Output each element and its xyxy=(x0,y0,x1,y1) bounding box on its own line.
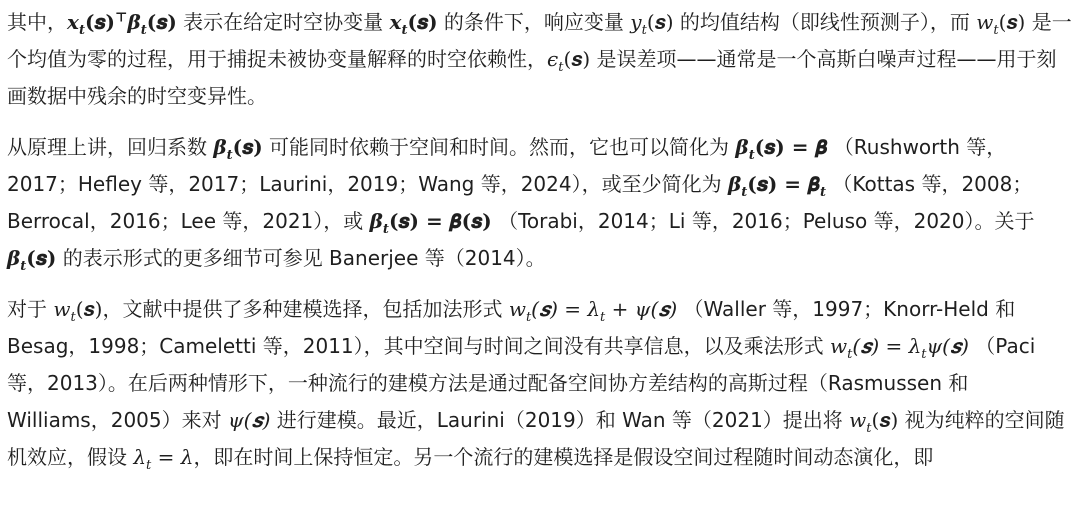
math-argument: (𝒔) xyxy=(646,10,674,34)
math-argument: (𝒔) xyxy=(563,47,591,71)
math-beta-space xyxy=(369,209,492,237)
math-argument: (𝒔) = λ xyxy=(531,297,601,321)
math-argument: (𝒔) xyxy=(146,10,177,34)
math-subscript: t xyxy=(820,185,827,200)
text-run: 是一个均值为零的过程，用于捕捉未被协变量解释的时空依赖性， xyxy=(7,10,1072,71)
math-symbol: w xyxy=(53,297,71,321)
math-beta-constant xyxy=(735,135,828,163)
math-process xyxy=(849,408,899,436)
math-multiplicative-form xyxy=(830,334,969,362)
math-symbol: 𝜷 xyxy=(7,246,21,270)
text-run: 进行建模。最近，Laurini（2019）和 Wan 等（2021）提出将 xyxy=(270,408,850,432)
text-run: （Paci 等，2013）。在后两种情形下，一种流行的建模方法是通过配备空间协方差结构的高斯过程（Rasmussen 和 Williams，2005）来对 xyxy=(7,334,1036,432)
math-argument: (𝒔) = λ xyxy=(852,334,922,358)
math-symbol: y xyxy=(630,10,642,34)
math-subscript: t xyxy=(993,23,999,38)
text-run: 是误差项——通常是一个高斯白噪声过程——用于刻画数据中残余的时空变异性。 xyxy=(7,47,1057,108)
text-run: 视为纯粹的空间随机效应，假设 xyxy=(7,408,1065,469)
math-lambda-constant xyxy=(133,445,194,473)
text-run: 的均值结构（即线性预测子），而 xyxy=(673,10,977,34)
math-subscript: t xyxy=(641,23,647,38)
math-symbol: w xyxy=(976,10,994,34)
math-subscript: t xyxy=(748,148,755,163)
math-symbol: w xyxy=(508,297,526,321)
math-superscript: ⊤ xyxy=(115,10,128,26)
math-symbol: ϵ xyxy=(547,47,559,71)
text-run: 的表示形式的更多细节可参见 Banerjee 等（2014）。 xyxy=(56,246,546,270)
text-run: （Kottas 等，2008；Berrocal，2016；Lee 等，2021），或 xyxy=(7,172,1033,233)
text-run: ，文献中提供了多种建模选择，包括加法形式 xyxy=(102,297,509,321)
paragraph-regression-coefficients xyxy=(7,129,1076,277)
math-symbol: λ xyxy=(133,445,147,469)
math-additive-form xyxy=(508,297,678,325)
math-error xyxy=(547,47,591,75)
math-argument: (𝒔) xyxy=(26,246,57,270)
math-response xyxy=(630,10,674,38)
text-run: 的条件下，响应变量 xyxy=(437,10,631,34)
math-argument: (𝒔) xyxy=(232,135,263,159)
math-symbol: 𝜷 xyxy=(727,172,742,196)
math-symbol: 𝜷 xyxy=(213,135,227,159)
math-beta xyxy=(213,135,263,163)
math-process xyxy=(976,10,1026,38)
math-subscript: t xyxy=(382,222,389,237)
math-beta-time xyxy=(727,172,827,200)
math-subscript: t xyxy=(847,347,853,362)
paragraph-spatiotemporal-process xyxy=(7,291,1076,476)
math-argument: (𝒔) xyxy=(998,10,1026,34)
math-argument: (𝒔) xyxy=(407,10,438,34)
math-subscript: t xyxy=(866,421,872,436)
text-run: 其中， xyxy=(7,10,67,34)
text-run: （Waller 等，1997；Knorr-Held 和 Besag，1998；Cameletti 等，2011），其中空间与时间之间没有共享信息，以及乘法形式 xyxy=(7,297,1016,358)
math-covariate xyxy=(67,10,177,38)
math-subscript: t xyxy=(525,310,532,325)
math-argument: + ψ(𝒔) xyxy=(605,297,678,321)
math-subscript: t xyxy=(226,148,233,163)
math-argument: (𝒔) = 𝜷(𝒔) xyxy=(388,209,492,233)
math-subscript: t xyxy=(146,458,152,473)
math-covariate xyxy=(389,10,438,38)
text-run: ，即在时间上保持恒定。另一个流行的建模选择是假设空间过程随时间动态演化，即 xyxy=(193,445,934,469)
math-symbol: 𝜷 xyxy=(127,10,141,34)
math-subscript: t xyxy=(558,60,564,75)
math-subscript: t xyxy=(600,310,606,325)
math-symbol: 𝒙 xyxy=(389,10,402,34)
math-process xyxy=(53,297,103,325)
math-argument: (𝒔) = 𝜷 xyxy=(754,135,828,159)
math-psi: ψ(𝒔) xyxy=(227,408,271,432)
math-argument: (𝒔) xyxy=(75,297,103,321)
math-subscript: t xyxy=(741,185,748,200)
math-subscript: t xyxy=(140,23,147,38)
math-argument: (𝒔) = 𝜷 xyxy=(747,172,820,196)
math-beta xyxy=(7,246,57,274)
math-argument: = λ xyxy=(151,445,194,469)
math-subscript: t xyxy=(20,259,27,274)
text-run: 对于 xyxy=(7,297,54,321)
math-symbol: 𝜷 xyxy=(369,209,383,233)
math-subscript: t xyxy=(70,310,76,325)
math-argument: (𝒔) xyxy=(84,10,115,34)
math-subscript: t xyxy=(921,347,927,362)
math-symbol: w xyxy=(830,334,848,358)
math-argument: (𝒔) xyxy=(871,408,899,432)
text-run: 从原理上讲，回归系数 xyxy=(7,135,214,159)
math-symbol: 𝒙 xyxy=(67,10,79,34)
text-run: 表示在给定时空协变量 xyxy=(176,10,390,34)
text-run: （Rushworth 等，2017；Hefley 等，2017；Laurini，2019；Wang 等，2024），或至少简化为 xyxy=(7,135,1007,196)
text-run: （Torabi，2014；Li 等，2016；Peluso 等，2020）。关于 xyxy=(491,209,1035,233)
math-subscript: t xyxy=(78,23,85,38)
math-symbol: w xyxy=(849,408,867,432)
text-run: 可能同时依赖于空间和时间。然而，它也可以简化为 xyxy=(262,135,736,159)
math-symbol: 𝜷 xyxy=(735,135,749,159)
math-argument: ψ(𝒔) xyxy=(926,334,969,358)
math-subscript: t xyxy=(401,23,408,38)
paragraph-model-structure xyxy=(7,4,1076,115)
